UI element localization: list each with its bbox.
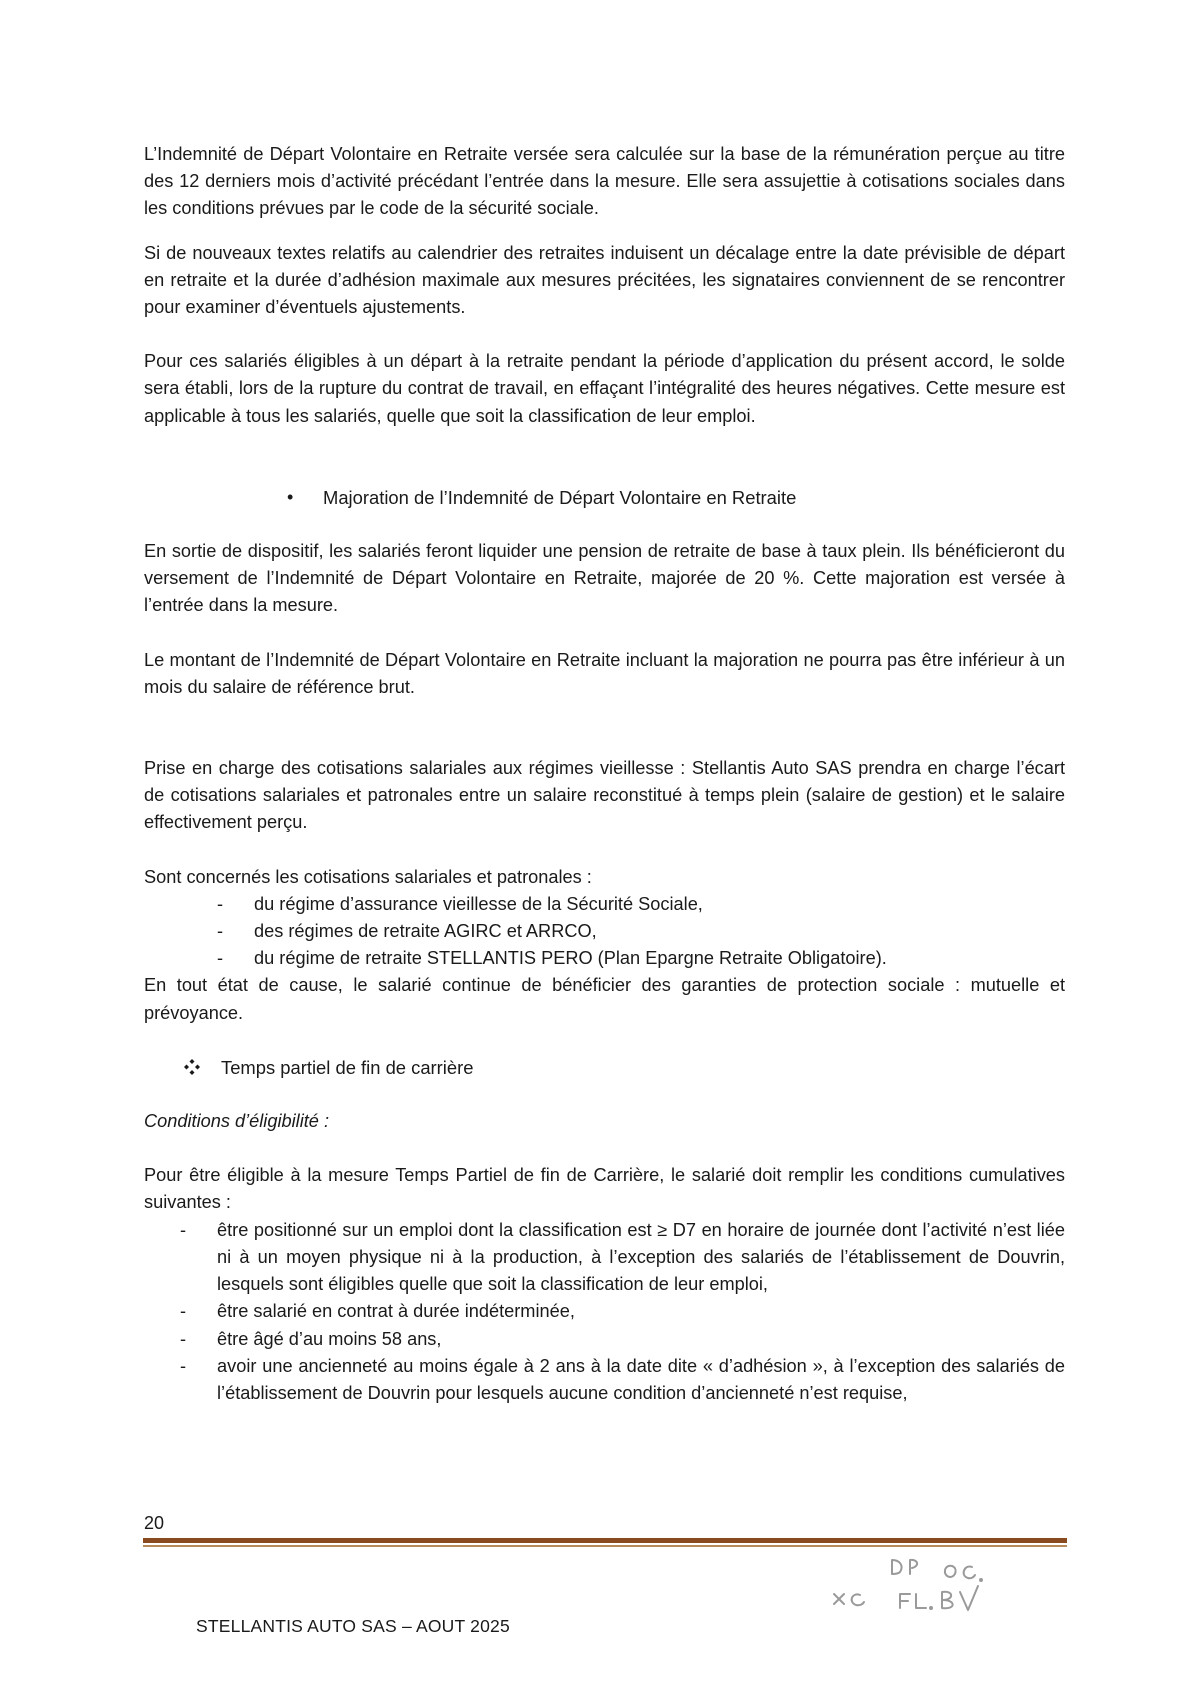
bullet-icon: • — [287, 486, 294, 507]
dash-icon: - — [180, 1328, 187, 1349]
handwritten-initials — [830, 1550, 1010, 1630]
heading-temps-partiel: Temps partiel de fin de carrière — [221, 1056, 474, 1078]
dash-icon: - — [217, 893, 224, 914]
paragraph-sortie-dispositif: En sortie de dispositif, les salariés feront liquider une pension de retraite de base à taux plein. Ils bénéficieront du versement de l’Indemnité de Départ Volontaire en Retraite, majorée de 20 %. Cette majoration est versée à l’entrée dans la mesure. — [144, 541, 1065, 616]
list-regimes — [144, 891, 1065, 973]
page-body — [144, 141, 1065, 1407]
paragraph-protection-sociale: En tout état de cause, le salarié continue de bénéficier des garanties de protection sociale : mutuelle et prévoyance. — [144, 975, 1065, 1023]
footer-rule — [143, 1538, 1067, 1543]
page-number: 20 — [144, 1513, 165, 1533]
four-diamond-bullet-icon — [144, 1059, 221, 1075]
footer-rule-secondary — [143, 1545, 1067, 1547]
paragraph-prise-en-charge: Prise en charge des cotisations salariales aux régimes vieillesse : Stellantis Auto SAS prendra en charge l’écart de cotisations salariales et patronales entre un salaire reconstitué à temps plein (salaire de gestion) et le salaire effectivement perçu. — [144, 758, 1065, 833]
paragraph-montant-minimum: Le montant de l’Indemnité de Départ Volontaire en Retraite incluant la majoration ne pourra pas être inférieur à un mois du salaire de référence brut. — [144, 649, 1065, 697]
section-heading-temps-partiel — [144, 1054, 1065, 1081]
list-item: - être salarié en contrat à durée indéterminée, — [144, 1298, 1065, 1325]
dash-icon: - — [217, 921, 224, 942]
paragraph-solde-heures: Pour ces salariés éligibles à un départ à la retraite pendant la période d’application du présent accord, le solde sera établi, lors de la rupture du contrat de travail, en effaçant l’intégralité des heures négatives. Cette mesure est applicable à tous les salariés, quelle que soit la classification de leur emploi. — [144, 351, 1065, 426]
footer-company: STELLANTIS AUTO SAS – AOUT 2025 — [196, 1616, 510, 1636]
paragraph-nouveaux-textes: Si de nouveaux textes relatifs au calendrier des retraites induisent un décalage entre la date prévisible de départ en retraite et la durée d’adhésion maximale aux mesures précitées, les signataires conviennent de se rencontrer pour examiner d’éventuels ajustements. — [144, 242, 1065, 318]
heading-conditions-eligibilite: Conditions d’éligibilité : — [144, 1111, 330, 1132]
dash-icon: - — [180, 1301, 187, 1322]
list-item: - des régimes de retraite AGIRC et ARRCO, — [144, 918, 1065, 945]
section-heading-majoration — [144, 484, 1065, 511]
list-item: - du régime de retraite STELLANTIS PERO (Plan Epargne Retraite Obligatoire). — [144, 945, 1065, 972]
paragraph-cotisations-concernees: Sont concernés les cotisations salariales et patronales : — [144, 866, 592, 887]
list-item: - être âgé d’au moins 58 ans, — [144, 1326, 1065, 1353]
dash-icon: - — [217, 948, 224, 969]
paragraph-conditions-intro: Pour être éligible à la mesure Temps Partiel de fin de Carrière, le salarié doit remplir les conditions cumulatives suivantes : — [144, 1165, 1065, 1213]
list-item: - avoir une ancienneté au moins égale à 2 ans à la date dite « d’adhésion », à l’exception des salariés de l’établissement de Douvrin pour lesquels aucune condition d’ancienneté n’est requise, — [144, 1353, 1065, 1407]
heading-majoration: Majoration de l’Indemnité de Départ Volontaire en Retraite — [323, 486, 797, 508]
paragraph-indemnite-calcul: L’Indemnité de Départ Volontaire en Retraite versée sera calculée sur la base de la rémunération perçue au titre des 12 derniers mois d’activité précédant l’entrée dans la mesure. Elle sera assujettie à cotisations sociales dans les conditions prévues par le code de la sécurité sociale. — [144, 144, 1065, 219]
dash-icon: - — [180, 1355, 187, 1376]
list-conditions — [144, 1217, 1065, 1407]
list-item: - du régime d’assurance vieillesse de la Sécurité Sociale, — [144, 891, 1065, 918]
dash-icon: - — [180, 1219, 187, 1240]
list-item: - être positionné sur un emploi dont la classification est ≥ D7 en horaire de journée dont l’activité n’est liée ni à un moyen physique ni à la production, à l’exception des salariés de l’établissement de Douvrin, lesquels sont éligibles quelle que soit la classification de leur emploi, — [144, 1217, 1065, 1299]
